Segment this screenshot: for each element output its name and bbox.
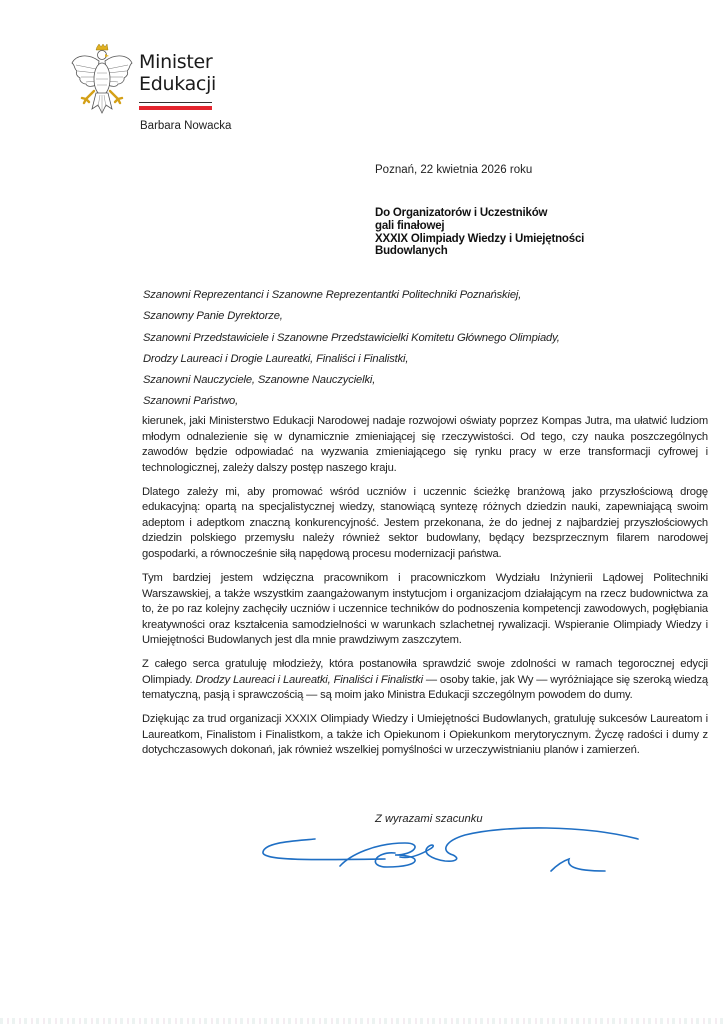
salutations-block <box>143 287 560 415</box>
date-line: Poznań, 22 kwietnia 2026 roku <box>375 164 533 176</box>
title-line-minister: Minister <box>139 51 213 73</box>
addressee-line: XXXIX Olimpiady Wiedzy i Umiejętności <box>375 232 585 245</box>
paragraph-5: Dziękując za trud organizacji XXXIX Olimpiady Wiedzy i Umiejętności Budowlanych, gratuluję sukcesów Laureatom i Laureatkom, Finalistom i Finalistkom, a także ich Opiekunom i Opiekunkom merytorycznym. Życzę radości i dumy z dotychczasowych dokonań, jak również wszelkiej pomyślności w urzeczywistnianiu planów i zamierzeń. <box>142 713 708 757</box>
white-eagle-emblem-icon <box>70 43 134 117</box>
paragraph-4-start: Z całego serca gratuluję młodzieży, która postanowiła sprawdzić swoje zdolności w ramach tegorocznej edycji Olimpiady. <box>142 658 708 686</box>
scan-artifact-line <box>0 1018 724 1024</box>
salutation-line: Szanowni Reprezentanci i Szanowne Reprezentantki Politechniki Poznańskiej, <box>143 289 522 301</box>
salutation-line: Szanowni Przedstawiciele i Szanowne Przedstawicielki Komitetu Głównego Olimpiady, <box>143 331 560 344</box>
paragraph-2: Dlatego zależy mi, aby promować wśród uczniów i uczennic ścieżkę branżową jako przyszłościową drogę edukacyjną: opartą na specjalistycznej wiedzy, stanowiącą syntezę różnych dziedzin nauki, zapewniającą swoim adeptom i adeptkom znaczną konkurencyjność. Jestem przekonana, że do jednej z najbardziej przyszłościowych dziedzin polskiego przemysłu należy również sektor budowlany, będący bezsprzecznym filarem narodowej gospodarki, a równocześnie siłą napędową procesu modernizacji państwa. <box>142 485 708 561</box>
letterhead-rule-red <box>139 106 212 110</box>
paragraph-4-italic: Drodzy Laureaci i Laureatki, Finaliści i Finalistki <box>195 673 423 686</box>
closing-phrase: Z wyrazami szacunku <box>375 813 483 825</box>
addressee-line: gali finałowej <box>375 219 445 232</box>
paragraph-1: kierunek, jaki Ministerstwo Edukacji Narodowej nadaje rozwojowi oświaty poprzez Kompas Jutra, ma ułatwić ludziom młodym odnalezienie się w dynamicznie zmieniającej się rzeczywistości. Od tego, czy nauka poszczególnych zawodów będzie odpowiadać na wyzwania zmieniającego się rynku pracy w erze transformacji cyfrowej i technologicznej, zależy dalszy postęp naszego kraju. <box>142 415 708 474</box>
letterhead-rule-dark <box>139 102 212 103</box>
salutation-line: Szanowni Nauczyciele, Szanowne Nauczycielki, <box>143 374 376 387</box>
paragraph-4 <box>142 657 708 704</box>
addressee-line: Budowlanych <box>375 245 448 258</box>
ministry-title <box>139 51 216 95</box>
title-line-edukacji: Edukacji <box>139 73 217 95</box>
addressee-line: Do Organizatorów i Uczestników <box>375 207 548 219</box>
letter-body <box>142 414 708 767</box>
paragraph-3: Tym bardziej jestem wdzięczna pracownikom i pracowniczkom Wydziału Inżynierii Lądowej Politechniki Warszawskiej, a także wszystkim zaangażowanym instytucjom i organizacjom działającym na rzecz budownictwa za to, że po raz kolejny zachęciły uczniów i uczennice techników do podnoszenia kompetencji zawodowych, pogłębiania kreatywności oraz kształcenia samodzielności w warunkach szlachetnej rywalizacji. Wspieranie Olimpiady Wiedzy i Umiejętności Budowlanych jest dla mnie prawdziwym zaszczytem. <box>142 571 708 647</box>
handwritten-signature <box>255 815 650 885</box>
salutation-line: Drodzy Laureaci i Drogie Laureatki, Finaliści i Finalistki, <box>143 352 409 365</box>
salutation-line: Szanowny Panie Dyrektorze, <box>143 310 283 323</box>
addressee-block <box>375 207 615 258</box>
salutation-line: Szanowni Państwo, <box>143 395 239 408</box>
author-name: Barbara Nowacka <box>140 120 232 132</box>
paragraph-4-end: — osoby takie, jak Wy — wyróżniające się szeroką wiedzą tematyczną, pasją i sprawczością — są moim jako Ministra Edukacji szczególnym powodem do dumy. <box>142 673 708 702</box>
